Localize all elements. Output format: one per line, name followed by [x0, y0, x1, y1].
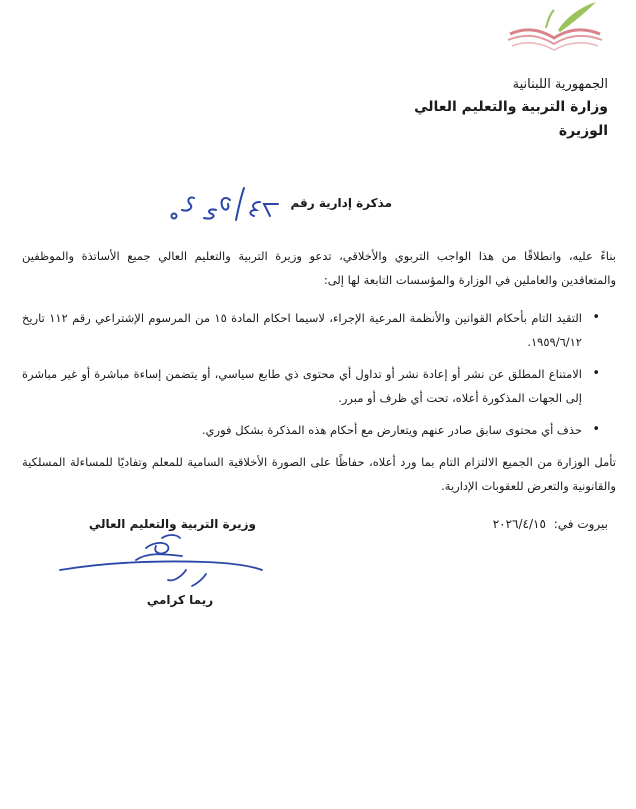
handwritten-memo-number: [160, 180, 285, 226]
office-label: الوزيرة: [558, 123, 608, 139]
issue-date: ٢٠٢٦/٤/١٥: [492, 517, 546, 531]
place-label: بيروت في:: [553, 517, 608, 531]
memo-title: مذكرة إدارية رقم: [290, 196, 392, 210]
ministry-logo: [500, 0, 610, 56]
letterhead: [308, 74, 608, 142]
signatory-title: وزيرة التربية والتعليم العالي: [88, 517, 256, 531]
republic-label: الجمهورية اللبنانية: [512, 77, 608, 92]
directive-item: • الامتناع المطلق عن نشر أو إعادة نشر أو تداول أي محتوى ذي طابع سياسي، أو يتضمن إساءة مباشرة أو غير مباشرة إلى الجهات المذكورة أعلاه، تحت أي ظرف أو مبرر.: [22, 362, 616, 410]
ministry-label: وزارة التربية والتعليم العالي: [414, 99, 608, 115]
directives-list: [22, 306, 616, 450]
handwritten-signature: [56, 530, 266, 600]
signatory-name: ريما كرامي: [146, 593, 214, 607]
directive-item: • التقيد التام بأحكام القوانين والأنظمة المرعية الإجراء، لاسيما احكام المادة ١٥ من المرسوم الإشتراعي رقم ١١٢ تاريخ ١٩٥٩/٦/١٢.: [22, 306, 616, 354]
directive-item: • حذف أي محتوى سابق صادر عنهم ويتعارض مع أحكام هذه المذكرة بشكل فوري.: [22, 418, 616, 442]
closing-paragraph: تأمل الوزارة من الجميع الالتزام التام بما ورد أعلاه، حفاظًا على الصورة الأخلاقية السامية للمعلم وتفاديًا للمساءلة المسلكية والقانونية والتعرض للعقوبات الإدارية.: [22, 455, 616, 493]
intro-paragraph: بناءً عليه، وانطلاقًا من هذا الواجب التربوي والأخلاقي، تدعو وزيرة التربية والتعليم العالي جميع الأساتذة والموظفين والمتعاقدين والعاملين في الوزارة والمؤسسات التابعة لها إلى:: [22, 249, 616, 287]
